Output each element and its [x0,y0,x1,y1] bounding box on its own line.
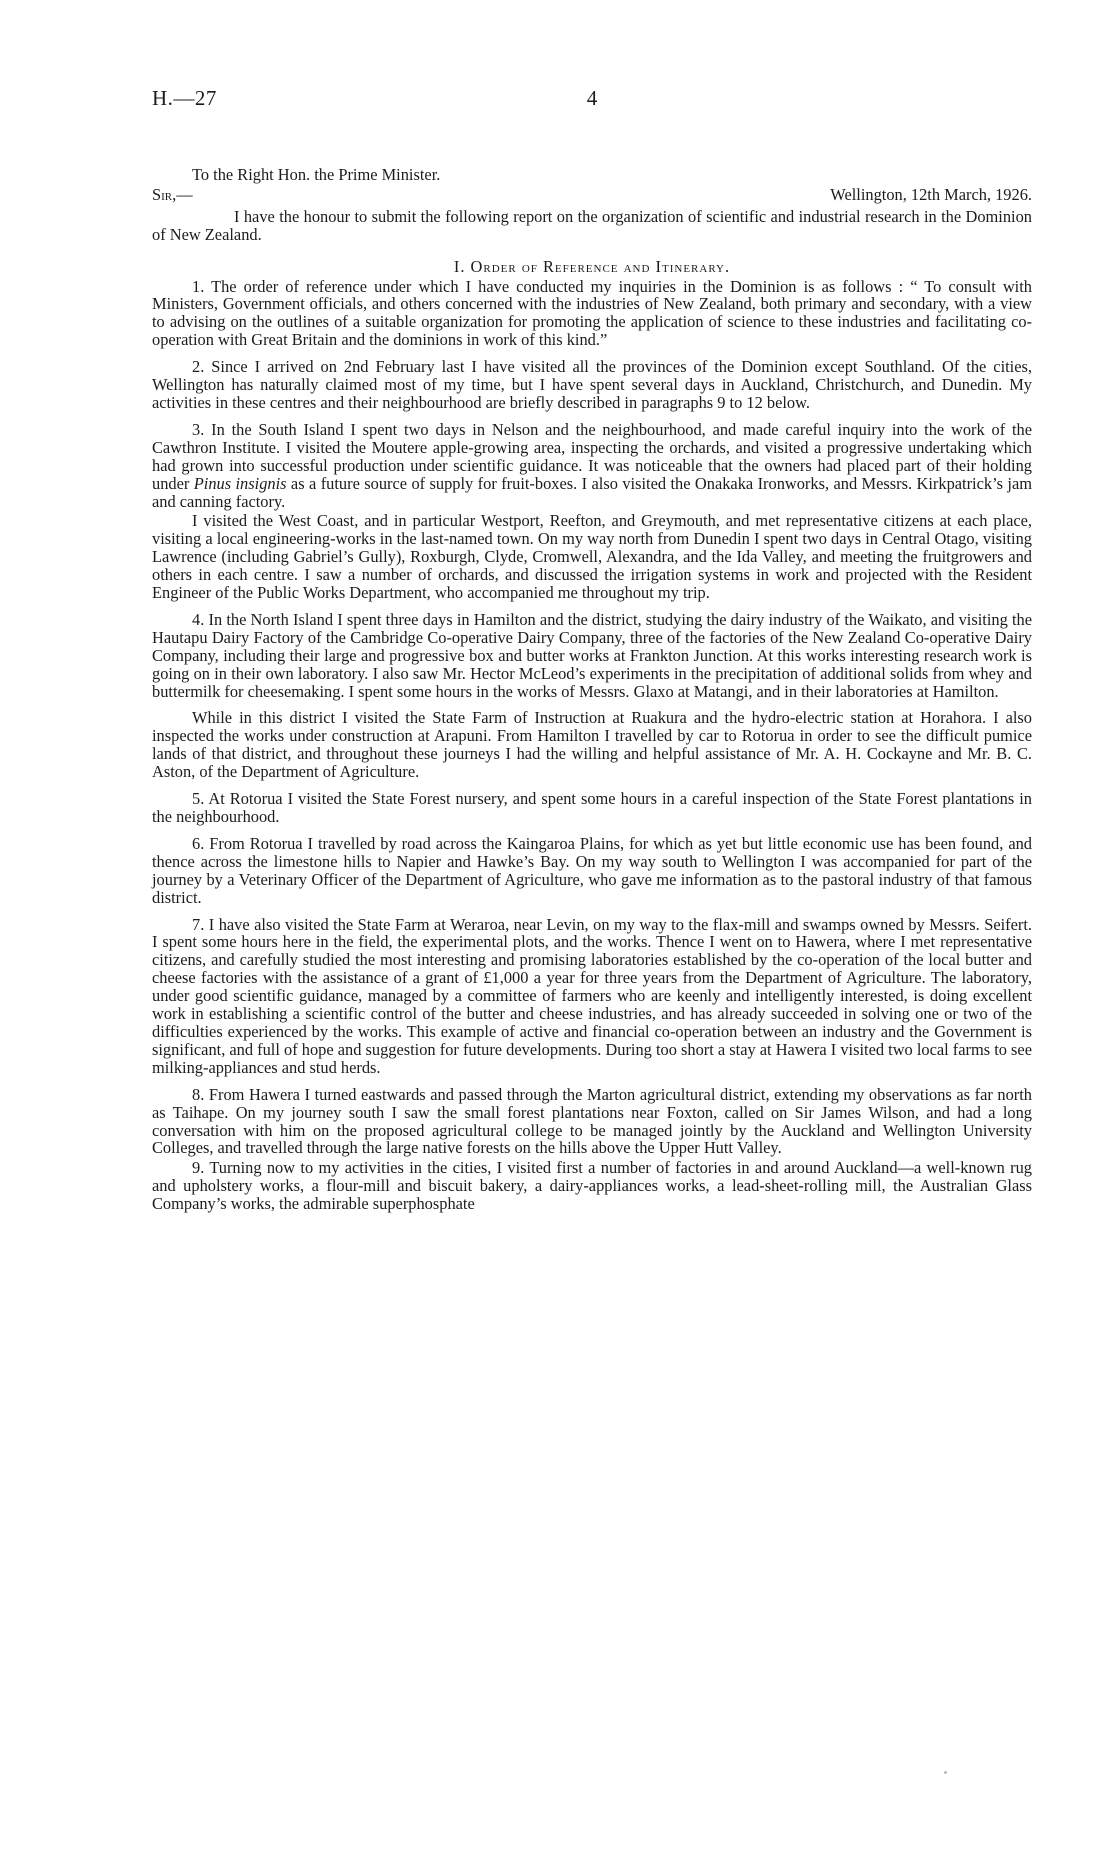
paragraph-7: 7. I have also visited the State Farm at Weraroa, near Levin, on my way to the flax-mill and swamps owned by Messrs. Seifert. I spent some hours here in the field, the experimental plots, and the works. Thence I went on to Hawera, where I met representative citizens, and carefully studied the most interesting and promising laboratories established by the co-operation of the local butter and cheese factories with the assistance of a grant of £1,000 a year for three years from the Department of Agriculture. The laboratory, under good scientific guidance, managed by a committee of farmers who are keenly and intelligently interested, is doing excellent work in establishing a scientific control of the butter and cheese industries, and has already succeeded in solving one or two of the difficulties experienced by the works. This example of active and financial co-operation between an industry and the Government is significant, and full of hope and suggestion for future developments. During too short a stay at Hawera I visited two local farms to see milking-appliances and stud herds. [152,914,1032,1077]
paragraph-2: 2. Since I arrived on 2nd February last I have visited all the provinces of the Dominion except Southland. Of the cities, Wellington has naturally claimed most of my time, but I have spent several days in Auckland, Christchurch, and Dunedin. My activities in these centres and their neighbourhood are briefly described in paragraphs 9 to 12 below. [152,357,1032,412]
page-header [152,86,1032,116]
document-reference: H.—27 [152,86,217,110]
page-number: 4 [586,86,598,110]
paragraph-1: 1. The order of reference under which I have conducted my inquiries in the Dominion is as follows : “ To consult with Ministers, Government officials, and others concerned with the industries of New Zealand, both primary and secondary, with a view to advising on the outlines of a suitable organization for promoting the application of science to these industries and facilitating co-operation with Great Britain and the dominions in work of this kind.” [152,276,1032,350]
paragraph-5: 5. At Rotorua I visited the State Forest nursery, and spent some hours in a careful inspection of the State Forest plantations in the neighbourhood. [152,789,1032,826]
salutation-row [152,186,1032,204]
paragraph-3-text-b: as a future source of supply for fruit-boxes. I also visited the Onakaka Ironworks, and Messrs. Kirkpatrick’s jam and canning factory. [152,473,1033,511]
paragraph-3-text-a: 3. In the South Island I spent two days in Nelson and the neighbourhood, and made careful inquiry into the work of the Cawthron Institute. I visited the Moutere apple-growing area, inspecting the orchards, and visited a progressive undertaking which had grown into successful production under scientific guidance. It was noticeable that the owners had placed part of their holding under [152,419,1032,493]
report-body [152,166,1032,1213]
letter-place-date: Wellington, 12th March, 1926. [830,184,1032,204]
paragraph-3-species: Pinus insignis [193,473,287,493]
paragraph-3-continued: I visited the West Coast, and in particular Westport, Reefton, and Greymouth, and met representative citizens at each place, visiting a local engineering-works in the last-named town. On my way north from Dunedin I spent two days in Central Otago, visiting Lawrence (including Gabriel’s Gully), Roxburgh, Clyde, Cromwell, Alexandra, and the Ida Valley, and meeting the fruitgrowers and others in each centre. I saw a number of orchards, and discussed the irrigation systems in work and projected with the Resident Engineer of the Public Works Department, who accompanied me throughout my trip. [152,511,1032,603]
paragraph-4-continued: While in this district I visited the State Farm of Instruction at Ruakura and the hydro-electric station at Horahora. I also inspected the works under construction at Arapuni. From Hamilton I travelled by car to Rotorua in order to see the difficult pumice lands of that district, and throughout these journeys I had the willing and helpful assistance of Mr. A. H. Cockayne and Mr. B. C. Aston, of the Department of Agriculture. [152,708,1032,782]
letter-addressee: To the Right Hon. the Prime Minister. [192,165,441,184]
letter-salutation: Sir,— [152,184,193,204]
letter-intro: I have the honour to submit the following report on the organization of scientific and industrial research in the Dominion of New Zealand. [152,206,1032,244]
paragraph-3 [152,421,1032,511]
paragraph-6: 6. From Rotorua I travelled by road across the Kaingaroa Plains, for which as yet but little economic use has been found, and thence across the limestone hills to Napier and Hawke’s Bay. On my way south to Wellington I was accompanied for part of the journey by a Veterinary Officer of the Department of Agriculture, who gave me information as to the pastoral industry of that famous district. [152,833,1032,907]
section-heading: I. Order of Reference and Itinerary. [453,256,731,276]
paper-speck [944,1771,947,1774]
paragraph-4: 4. In the North Island I spent three days in Hamilton and the district, studying the dairy industry of the Waikato, and visiting the Hautapu Dairy Factory of the Cambridge Co-operative Dairy Company, three of the factories of the New Zealand Co-operative Dairy Company, including their large and progressive box and butter works at Frankton Junction. At this works interesting research work is going on in their own laboratory. I also saw Mr. Hector McLeod’s experiments in the precipitation of additional solids from whey and buttermilk for cheesemaking. I spent some hours in the works of Messrs. Glaxo at Matangi, and in their laboratories at Hamilton. [152,609,1032,701]
paragraph-8: 8. From Hawera I turned eastwards and passed through the Marton agricultural district, extending my observations as far north as Taihape. On my journey south I saw the small forest plantations near Foxton, called on Sir James Wilson, and had a long conversation with him on the proposed agricultural college to be managed jointly by the Auckland and Wellington University Colleges, and travelled through the large native forests on the hills above the Upper Hutt Valley. [152,1084,1032,1158]
paragraph-9: 9. Turning now to my activities in the cities, I visited first a number of factories in and around Auckland—a well-known rug and upholstery works, a flour-mill and biscuit bakery, a dairy-appliances works, a lead-sheet-rolling mill, the Australian Glass Company’s works, the admirable superphosphate [152,1158,1032,1214]
